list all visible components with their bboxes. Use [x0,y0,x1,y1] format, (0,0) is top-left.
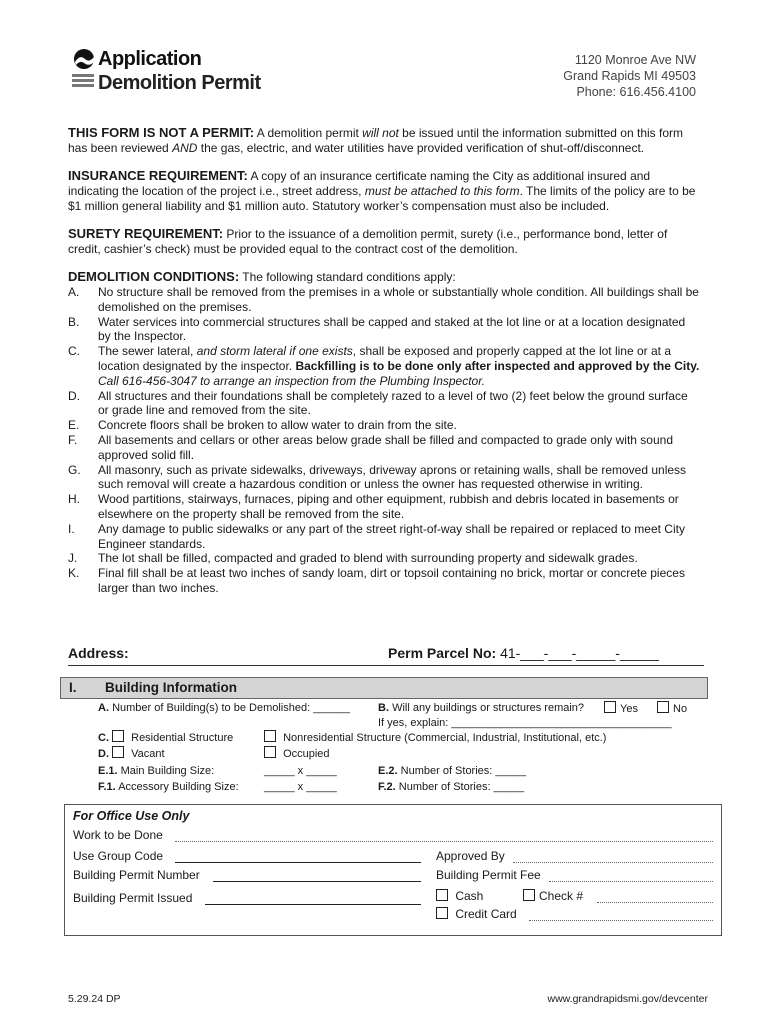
vacant-option[interactable] [98,746,165,761]
conditions-heading: DEMOLITION CONDITIONS: [68,269,240,284]
field-key: F.1. [98,781,116,793]
list-text-bold: Backfilling is to be done only after inspected and approved by the City. [295,358,700,373]
nonresidential-checkbox[interactable] [264,730,276,742]
list-key: F. [68,432,78,447]
surety-paragraph [68,226,700,257]
accessory-stories-field[interactable] [378,780,524,794]
list-item [68,285,700,315]
notice-emphasis-2: AND [172,141,198,155]
remain-no-option[interactable] [657,701,687,716]
credit-card-checkbox[interactable] [436,907,448,919]
surety-heading: SURETY REQUIREMENT: [68,226,224,241]
accessory-size-field[interactable]: _____ x _____ [264,781,337,793]
section-number: I. [69,680,77,695]
cash-label: Cash [455,889,484,903]
building-count-field[interactable] [98,701,350,715]
vacant-label: Vacant [131,748,165,760]
cash-checkbox[interactable] [436,889,448,901]
list-item [68,389,700,419]
notice-text-c: the gas, electric, and water utilities have provided verification of shut-off/disconnect. [197,141,645,155]
list-key: B. [68,314,80,329]
logo-block [68,46,298,98]
list-item [68,492,700,522]
conditions-list [68,285,700,596]
list-text [98,344,700,388]
surety-text: Prior to the issuance of a demolition permit, surety (i.e., performance bond, letter of credit, cashier’s check) must be provided equal to the contract cost of the demolition. [68,227,668,256]
insurance-heading: INSURANCE REQUIREMENT: [68,168,248,183]
list-key: A. [68,285,80,299]
conditions-intro: The following standard conditions apply: [239,270,456,284]
remain-yes-option[interactable] [604,701,638,716]
check-checkbox[interactable] [523,889,535,901]
office-use-box [64,804,722,936]
list-key: E. [68,418,80,433]
list-text: All basements and cellars or other areas below grade shall be filled and compacted to grade only with sound approved solid fill. [98,432,674,462]
list-text: All masonry, such as private sidewalks, driveways, driveway aprons or retaining walls, shall be removed unless such removal will create a hazardous condition or unless the owner has requested otherwise in writing. [98,462,687,492]
field-key: A. [98,702,109,714]
list-text-part: The sewer lateral, [98,344,197,359]
field-label: Number of Stories: _____ [398,781,525,793]
credit-card-option[interactable] [436,907,517,921]
parcel-value: 41-___-___-_____-_____ [500,645,659,661]
vacant-checkbox[interactable] [112,746,124,758]
field-label: Will any buildings or structures remain? [392,702,585,714]
nonresidential-option[interactable] [264,730,606,745]
use-group-label: Use Group Code [73,849,164,863]
field-label: Main Building Size: [120,765,215,777]
list-item [68,344,700,388]
main-building-size-field[interactable]: _____ x _____ [264,765,337,777]
residential-label: Residential Structure [131,732,234,744]
insurance-text-a: A copy of an insurance certificate naming the City as additional insured and indicating the location of the project i.e., street address, [68,169,651,198]
list-text-emphasis: and storm lateral if one exists [196,344,353,359]
approved-by-field[interactable] [513,862,713,863]
check-label: Check # [539,889,584,903]
check-number-field[interactable] [597,902,713,903]
list-text: The lot shall be filled, compacted and graded to blend with surrounding property and sidewalk grades. [98,551,638,566]
form-code: 5.29.24 DP [68,993,121,1005]
notice-emphasis-1: will not [362,126,399,140]
field-key: C. [98,732,109,744]
nonresidential-label: Nonresidential Structure (Commercial, Industrial, Institutional, etc.) [283,732,607,744]
insurance-text-b: . The limits of the policy are to be $1 million general liability and $1 million auto. Statutory worker’s compensation must also be included. [68,184,696,213]
list-item [68,418,700,433]
city-logo [70,48,96,94]
list-text: Concrete floors shall be broken to allow water to drain from the site. [98,418,457,433]
list-text-part: , shall be exposed and properly capped at the lot line or at a location designated by the inspector. [98,344,672,373]
conditions-heading-line [68,269,700,285]
field-key: B. [378,702,389,714]
explain-label: If yes, explain: ____________________________________ [378,717,672,729]
address-street: 1120 Monroe Ave NW [574,53,696,67]
check-option[interactable] [523,889,583,903]
list-key: C. [68,344,80,359]
list-key: I. [68,521,75,536]
permit-number-label: Building Permit Number [73,868,200,882]
list-key: D. [68,388,80,403]
address-city: Grand Rapids MI 49503 [563,69,696,83]
work-to-be-done-label: Work to be Done [73,828,163,842]
form-title-line2: Demolition Permit [98,72,261,94]
list-text-emphasis: Call 616-456-3047 to arrange an inspection from the Plumbing Inspector. [98,373,486,388]
list-text: Wood partitions, stairways, furnaces, piping and other equipment, rubbish and debris located in basements or elsewhere on the property shall be removed from the site. [98,492,679,521]
list-key: G. [68,462,81,477]
list-key: J. [68,551,78,566]
approved-by-label: Approved By [436,849,505,863]
list-item [68,463,700,493]
notice-text-a: A demolition permit [254,126,363,140]
no-label: No [673,703,688,715]
list-item [68,433,700,463]
notice-heading: THIS FORM IS NOT A PERMIT: [68,125,255,140]
explain-field[interactable] [378,716,672,730]
main-building-size-label [98,764,214,778]
office-use-title: For Office Use Only [73,809,190,823]
occupied-label: Occupied [283,748,330,760]
field-label: Accessory Building Size: [118,781,239,793]
main-stories-field[interactable] [378,764,526,778]
field-label: Number of Building(s) to be Demolished: ______ [112,702,350,714]
list-text: Final fill shall be at least two inches of sandy loam, dirt or topsoil containing no brick, mortar or concrete pieces larger than two inches. [98,566,685,595]
permit-number-field[interactable] [213,881,421,882]
list-key: H. [68,492,80,507]
list-item [68,551,700,566]
occupied-checkbox[interactable] [264,746,276,758]
section-title: Building Information [105,680,237,695]
field-key: D. [98,748,109,760]
field-key: E.2. [378,765,398,777]
website-link[interactable]: www.grandrapidsmi.gov/devcenter [547,993,708,1005]
list-text: All structures and their foundations shall be completely razed to a level of two (2) feet below the ground surface or grade line and removed from the site. [98,388,688,418]
address-label: Address: [68,645,129,661]
use-group-field[interactable] [175,862,421,863]
list-item [68,566,700,596]
occupied-option[interactable] [264,746,330,761]
insurance-paragraph [68,168,700,214]
accessory-size-label [98,780,239,794]
yes-checkbox[interactable] [604,701,616,713]
list-text: No structure shall be removed from the premises in a whole or substantially whole condition. All buildings shall be demolished on the premises. [98,285,699,314]
no-checkbox[interactable] [657,701,669,713]
office-address [563,52,696,100]
notice-text-b: be issued until the information submitted on this form has been reviewed [68,126,683,155]
cash-option[interactable] [436,889,483,903]
permit-fee-field[interactable] [549,881,713,882]
form-title-line1: Application [98,48,202,70]
parcel-field[interactable] [388,645,659,661]
parcel-label: Perm Parcel No: [388,645,497,661]
list-text: Any damage to public sidewalks or any part of the street right-of-way shall be repaired or replaced to meet City Engineer standards. [98,521,685,551]
list-item [68,315,700,345]
address-phone: Phone: 616.456.4100 [576,85,696,99]
permit-issued-field[interactable] [205,904,421,905]
residential-checkbox[interactable] [112,730,124,742]
permit-fee-label: Building Permit Fee [436,868,541,882]
list-item [68,522,700,552]
field-key: F.2. [378,781,396,793]
credit-card-label: Credit Card [455,907,517,921]
yes-label: Yes [620,703,638,715]
section-header-building-info [60,677,708,699]
insurance-emphasis: must be attached to this form [364,184,520,198]
list-key: K. [68,566,80,581]
list-text: Water services into commercial structures shall be capped and staked at the lot line or at a location designated by the Inspector. [98,314,686,344]
field-label: Number of Stories: _____ [400,765,526,777]
residential-option[interactable] [98,730,233,745]
field-key: E.1. [98,765,118,777]
credit-card-field[interactable] [529,920,713,921]
notice-paragraph [68,125,700,156]
permit-issued-label: Building Permit Issued [73,891,193,905]
address-row [68,645,704,666]
work-to-be-done-field[interactable] [175,841,713,842]
structures-remain-question [378,701,584,715]
